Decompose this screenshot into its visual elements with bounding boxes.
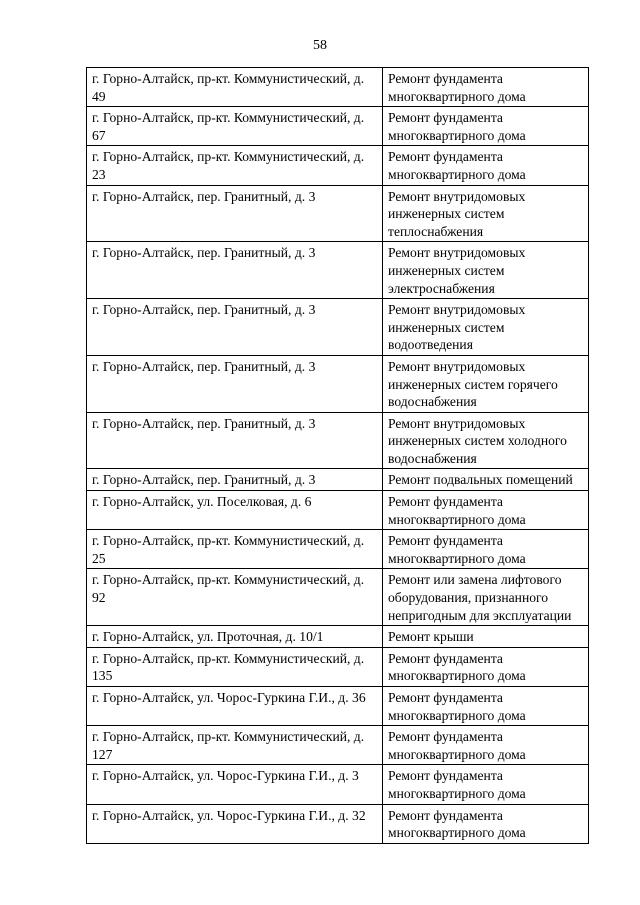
table-row [87, 491, 589, 530]
table-row [87, 726, 589, 765]
address-cell: г. Горно-Алтайск, пр-кт. Коммунистический, д. 49 [87, 68, 383, 107]
table-row [87, 569, 589, 626]
work-type-cell: Ремонт фундамента многоквартирного дома [383, 530, 589, 569]
work-type-cell: Ремонт внутридомовых инженерных систем электроснабжения [383, 242, 589, 299]
work-type-cell: Ремонт внутридомовых инженерных систем теплоснабжения [383, 185, 589, 242]
address-cell: г. Горно-Алтайск, пер. Гранитный, д. 3 [87, 355, 383, 412]
work-type-cell: Ремонт фундамента многоквартирного дома [383, 647, 589, 686]
table-row [87, 804, 589, 843]
table-row [87, 626, 589, 648]
work-type-cell: Ремонт фундамента многоквартирного дома [383, 146, 589, 185]
address-cell: г. Горно-Алтайск, ул. Поселковая, д. 6 [87, 491, 383, 530]
table-row [87, 68, 589, 107]
table-row [87, 355, 589, 412]
work-type-cell: Ремонт фундамента многоквартирного дома [383, 804, 589, 843]
address-cell: г. Горно-Алтайск, пр-кт. Коммунистический, д. 92 [87, 569, 383, 626]
table-row [87, 107, 589, 146]
address-cell: г. Горно-Алтайск, пер. Гранитный, д. 3 [87, 469, 383, 491]
address-cell: г. Горно-Алтайск, пер. Гранитный, д. 3 [87, 242, 383, 299]
address-cell: г. Горно-Алтайск, пр-кт. Коммунистический, д. 23 [87, 146, 383, 185]
table-row [87, 185, 589, 242]
address-cell: г. Горно-Алтайск, ул. Чорос-Гуркина Г.И., д. 36 [87, 687, 383, 726]
work-type-cell: Ремонт внутридомовых инженерных систем горячего водоснабжения [383, 355, 589, 412]
work-type-cell: Ремонт внутридомовых инженерных систем водоотведения [383, 299, 589, 356]
work-type-cell: Ремонт фундамента многоквартирного дома [383, 765, 589, 804]
work-type-cell: Ремонт фундамента многоквартирного дома [383, 687, 589, 726]
table-row [87, 530, 589, 569]
table-row [87, 242, 589, 299]
repair-works-table-body [87, 68, 589, 844]
address-cell: г. Горно-Алтайск, пр-кт. Коммунистический, д. 127 [87, 726, 383, 765]
page-number: 58 [313, 38, 327, 53]
work-type-cell: Ремонт подвальных помещений [383, 469, 589, 491]
work-type-cell: Ремонт или замена лифтового оборудования, признанного непригодным для эксплуатации [383, 569, 589, 626]
table-row [87, 146, 589, 185]
work-type-cell: Ремонт крыши [383, 626, 589, 648]
address-cell: г. Горно-Алтайск, пр-кт. Коммунистический, д. 67 [87, 107, 383, 146]
work-type-cell: Ремонт фундамента многоквартирного дома [383, 107, 589, 146]
address-cell: г. Горно-Алтайск, пр-кт. Коммунистический, д. 25 [87, 530, 383, 569]
address-cell: г. Горно-Алтайск, ул. Проточная, д. 10/1 [87, 626, 383, 648]
table-row [87, 299, 589, 356]
address-cell: г. Горно-Алтайск, пр-кт. Коммунистический, д. 135 [87, 647, 383, 686]
work-type-cell: Ремонт внутридомовых инженерных систем холодного водоснабжения [383, 412, 589, 469]
address-cell: г. Горно-Алтайск, пер. Гранитный, д. 3 [87, 185, 383, 242]
address-cell: г. Горно-Алтайск, пер. Гранитный, д. 3 [87, 412, 383, 469]
table-row [87, 412, 589, 469]
table-row [87, 687, 589, 726]
address-cell: г. Горно-Алтайск, ул. Чорос-Гуркина Г.И., д. 3 [87, 765, 383, 804]
address-cell: г. Горно-Алтайск, ул. Чорос-Гуркина Г.И., д. 32 [87, 804, 383, 843]
table-row [87, 647, 589, 686]
table-row [87, 765, 589, 804]
work-type-cell: Ремонт фундамента многоквартирного дома [383, 68, 589, 107]
work-type-cell: Ремонт фундамента многоквартирного дома [383, 726, 589, 765]
table-row [87, 469, 589, 491]
repair-works-table [86, 67, 589, 844]
address-cell: г. Горно-Алтайск, пер. Гранитный, д. 3 [87, 299, 383, 356]
work-type-cell: Ремонт фундамента многоквартирного дома [383, 491, 589, 530]
